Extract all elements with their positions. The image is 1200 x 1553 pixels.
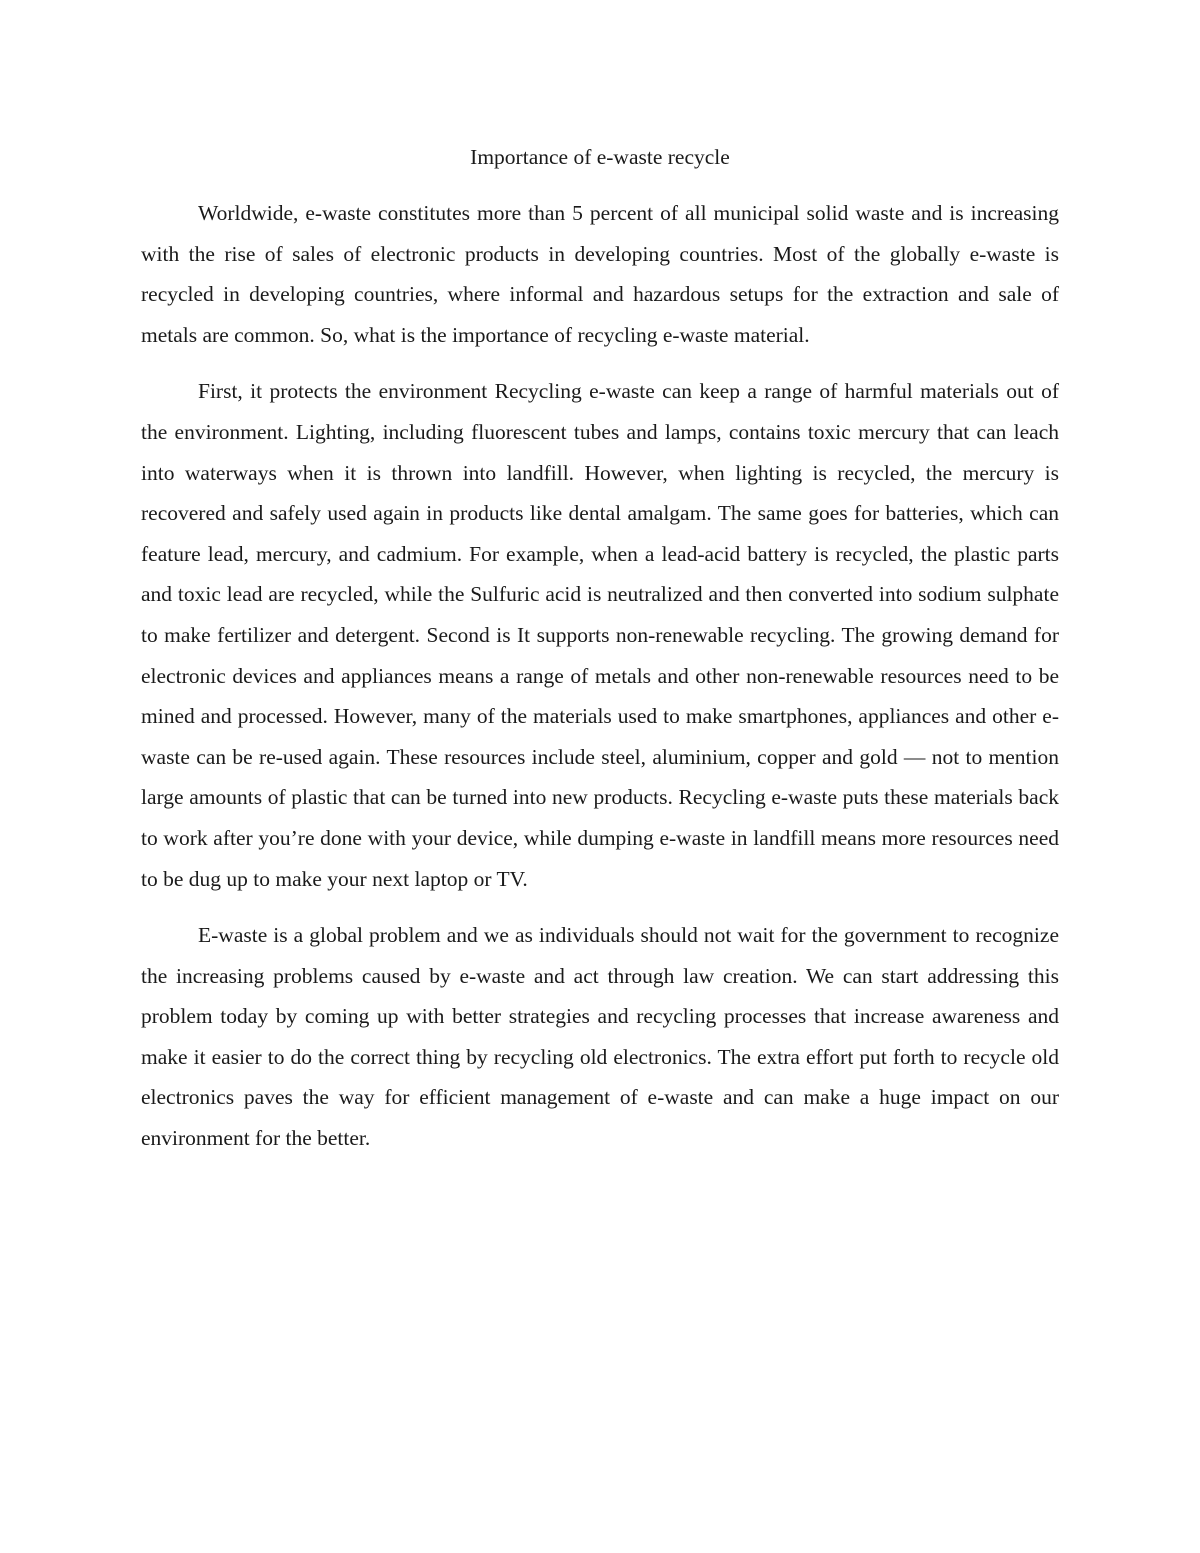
paragraph-intro: Worldwide, e-waste constitutes more than 5 percent of all municipal solid waste and is increasing with the rise of sales of electronic products in developing countries. Most of the globally e-waste is recycled in developing countries, where informal and hazardous setups for the extraction and sale of metals are common. So, what is the importance of recycling e-waste material. [141, 201, 1059, 347]
document-body [141, 193, 1059, 1175]
document-title: Importance of e-waste recycle [470, 145, 730, 169]
paragraph-conclusion: E-waste is a global problem and we as individuals should not wait for the government to recognize the increasing problems caused by e-waste and act through law creation. We can start addressing this problem today by coming up with better strategies and recycling processes that increase awareness and make it easier to do the correct thing by recycling old electronics. The extra effort put forth to recycle old electronics paves the way for efficient management of e-waste and can make a huge impact on our environment for the better. [141, 923, 1059, 1151]
paragraph-benefits: First, it protects the environment Recycling e-waste can keep a range of harmful materials out of the environment. Lighting, including fluorescent tubes and lamps, contains toxic mercury that can leach into waterways when it is thrown into landfill. However, when lighting is recycled, the mercury is recovered and safely used again in products like dental amalgam. The same goes for batteries, which can feature lead, mercury, and cadmium. For example, when a lead-acid battery is recycled, the plastic parts and toxic lead are recycled, while the Sulfuric acid is neutralized and then converted into sodium sulphate to make fertilizer and detergent. Second is It supports non-renewable recycling. The growing demand for electronic devices and appliances means a range of metals and other non-renewable resources need to be mined and processed. However, many of the materials used to make smartphones, appliances and other e-waste can be re-used again. These resources include steel, aluminium, copper and gold — not to mention large amounts of plastic that can be turned into new products. Recycling e-waste puts these materials back to work after you’re done with your device, while dumping e-waste in landfill means more resources need to be dug up to make your next laptop or TV. [141, 379, 1059, 891]
